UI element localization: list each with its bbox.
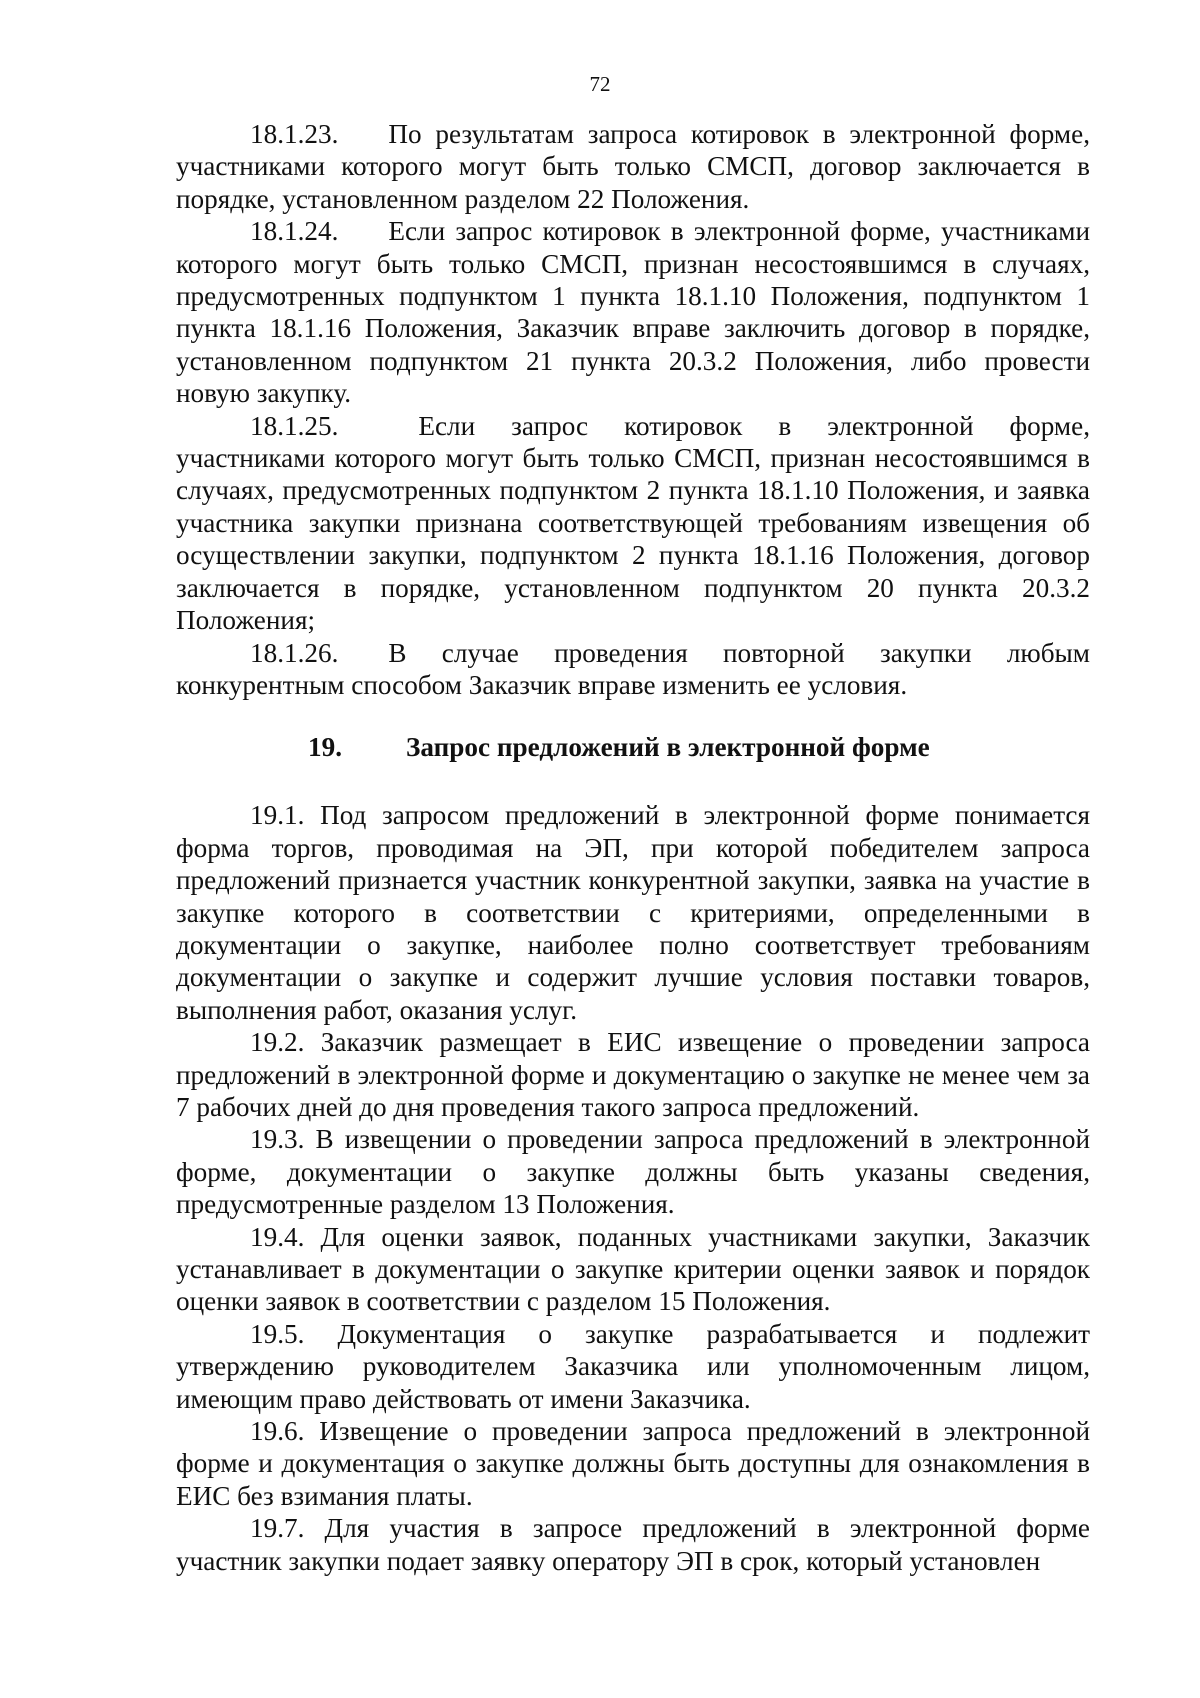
- clause-text: Под запросом предложений в электронной форме понимается форма торгов, проводимая на ЭП, при которой победителем запроса предложений признается участник конкурентной закупки, заявка на участие в закупке которого в соответствии с критериями, определенными в документации о закупке, наиболее полно соответствует требованиям документации о закупке и содержит лучшие условия поставки товаров, выполнения работ, оказания услуг.: [176, 800, 1090, 1025]
- clause-text: По результатам запроса котировок в электронной форме, участниками которого могут быть только СМСП, договор заключается в порядке, установленном разделом 22 Положения.: [176, 119, 1090, 214]
- clause-label: 19.7.: [250, 1513, 305, 1544]
- clause-18-1-23: [176, 118, 1090, 215]
- section-heading: [176, 701, 1090, 799]
- clause-label: 18.1.24.: [250, 216, 339, 247]
- section-number: 19.: [308, 732, 342, 763]
- clause-label: 19.5.: [250, 1318, 305, 1349]
- clause-text: Для участия в запросе предложений в электронной форме участник закупки подает заявку оператору ЭП в срок, который установлен: [176, 1513, 1090, 1576]
- clause-19-2: [176, 1026, 1090, 1123]
- clause-label: 19.1.: [250, 800, 305, 831]
- clause-label: 19.4.: [250, 1221, 305, 1252]
- clause-label: 18.1.26.: [250, 637, 339, 668]
- clause-18-1-24: [176, 215, 1090, 409]
- clause-text: Если запрос котировок в электронной форме, участниками которого могут быть только СМСП, признан несостоявшимся в случаях, предусмотренных подпунктом 2 пункта 18.1.10 Положения, и заявка участника закупки признана соответствующей требованиям извещения об осуществлении закупки, подпунктом 2 пункта 18.1.16 Положения, договор заключается в порядке, установленном подпунктом 20 пункта 20.3.2 Положения;: [176, 410, 1090, 636]
- clause-text: Заказчик размещает в ЕИС извещение о проведении запроса предложений в электронной форме и документацию о закупке не менее чем за 7 рабочих дней до дня проведения такого запроса предложений.: [176, 1027, 1090, 1122]
- clause-18-1-26: [176, 637, 1090, 702]
- clause-text: Извещение о проведении запроса предложений в электронной форме и документация о закупке должны быть доступны для ознакомления в ЕИС без взимания платы.: [176, 1416, 1090, 1511]
- clause-19-7: [176, 1512, 1090, 1577]
- clause-18-1-25: [176, 410, 1090, 637]
- clause-label: 19.3.: [250, 1124, 305, 1155]
- clause-label: 18.1.25.: [250, 410, 339, 441]
- clause-text: Если запрос котировок в электронной форме, участниками которого могут быть только СМСП, признан несостоявшимся в случаях, предусмотренных подпунктом 1 пункта 18.1.10 Положения, подпунктом 1 пункта 18.1.16 Положения, Заказчик вправе заключить договор в порядке, установленном подпунктом 21 пункта 20.3.2 Положения, либо провести новую закупку.: [176, 216, 1090, 409]
- clause-text: В извещении о проведении запроса предложений в электронной форме, документации о закупке должны быть указаны сведения, предусмотренные разделом 13 Положения.: [176, 1124, 1090, 1220]
- page-number: 72: [589, 72, 611, 96]
- clause-19-1: [176, 799, 1090, 1026]
- clause-label: 18.1.23.: [250, 119, 339, 149]
- clause-text: Для оценки заявок, поданных участниками закупки, Заказчик устанавливает в документации о закупке критерии оценки заявок и порядок оценки заявок в соответствии с разделом 15 Положения.: [176, 1221, 1090, 1317]
- clause-19-6: [176, 1415, 1090, 1512]
- clause-19-5: [176, 1318, 1090, 1415]
- document-body: [176, 118, 1090, 1577]
- clause-text: Документация о закупке разрабатывается и подлежит утверждению руководителем Заказчика или уполномоченным лицом, имеющим право действовать от имени Заказчика.: [176, 1318, 1091, 1414]
- clause-label: 19.6.: [250, 1416, 305, 1447]
- clause-text: В случае проведения повторной закупки любым конкурентным способом Заказчик вправе изменить ее условия.: [176, 637, 1090, 700]
- section-title: Запрос предложений в электронной форме: [406, 732, 930, 763]
- clause-19-3: [176, 1123, 1090, 1220]
- clause-19-4: [176, 1221, 1090, 1318]
- clause-label: 19.2.: [250, 1027, 305, 1058]
